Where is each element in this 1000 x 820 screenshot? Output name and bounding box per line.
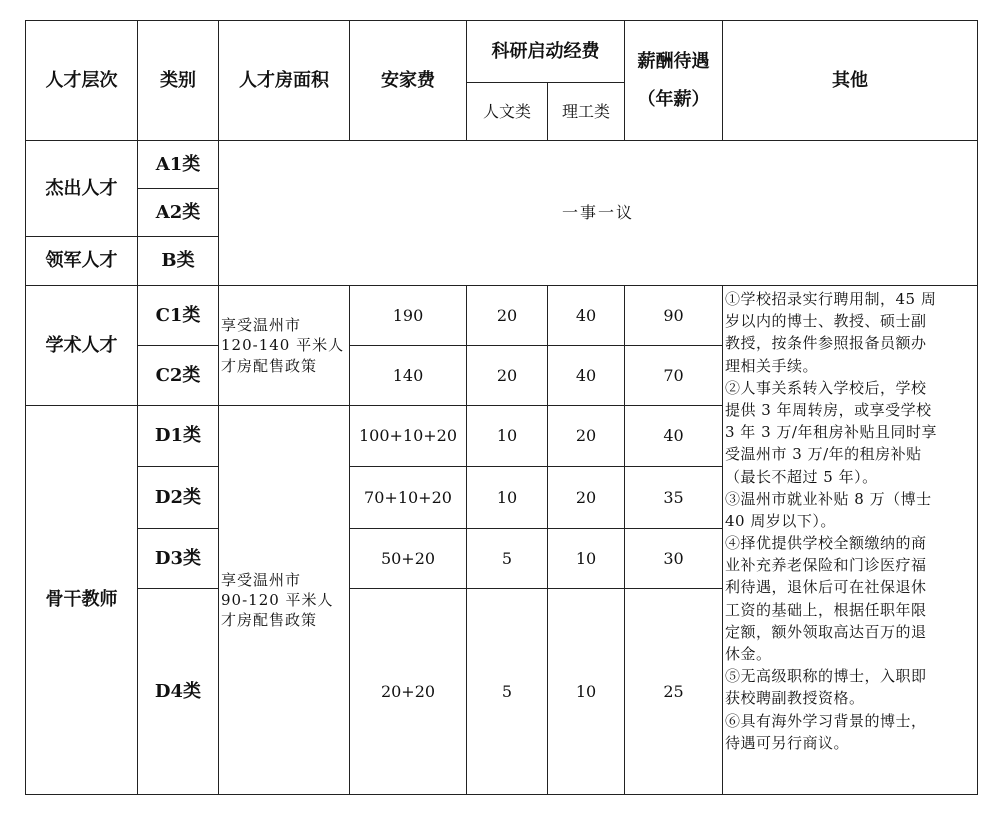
humanities-c2: 20: [467, 346, 548, 406]
salary-d1: 40: [625, 406, 723, 467]
science-d3: 10: [548, 529, 625, 589]
category-c2: C2类: [138, 346, 219, 406]
housing-c-line: 120-140 平米人: [221, 336, 345, 355]
note-line: 利待遇，退休后可在社保退休: [725, 578, 927, 597]
humanities-d3: 5: [467, 529, 548, 589]
header-category: 类别: [138, 21, 219, 141]
header-science-eng: 理工类: [548, 83, 625, 141]
science-d1: 20: [548, 406, 625, 467]
science-d4: 10: [548, 589, 625, 795]
category-a2: A2类: [138, 189, 219, 237]
note-line: 岁以内的博士、教授、硕士副: [725, 312, 927, 331]
category-d1: D1类: [138, 406, 219, 467]
housing-d-line: 90-120 平米人: [221, 590, 334, 609]
note-line: 工资的基础上，根据任职年限: [725, 600, 927, 619]
header-salary: [625, 21, 723, 141]
note-line: 理相关手续。: [725, 356, 819, 375]
level-academic: 学术人才: [26, 286, 138, 406]
header-settlement: 安家费: [350, 21, 467, 141]
housing-d-line: 才房配售政策: [221, 611, 318, 630]
housing-d-line: 享受温州市: [221, 570, 302, 589]
settlement-d3: 50+20: [350, 529, 467, 589]
header-humanities: 人文类: [467, 83, 548, 141]
note-line: ⑥具有海外学习背景的博士，: [725, 711, 927, 730]
salary-c2: 70: [625, 346, 723, 406]
settlement-d2: 70+10+20: [350, 467, 467, 529]
settlement-d1: 100+10+20: [350, 406, 467, 467]
science-c2: 40: [548, 346, 625, 406]
header-salary-line2: （年薪）: [637, 88, 710, 110]
science-c1: 40: [548, 286, 625, 346]
humanities-d1: 10: [467, 406, 548, 467]
housing-d-group: [219, 406, 350, 795]
category-d4: D4类: [138, 589, 219, 795]
header-salary-line1: 薪酬待遇: [637, 50, 710, 72]
note-line: ④择优提供学校全额缴纳的商: [725, 534, 927, 553]
note-line: （最长不超过 5 年）。: [725, 467, 878, 486]
salary-d3: 30: [625, 529, 723, 589]
note-line: 待遇可另行商议。: [725, 733, 850, 752]
category-b: B类: [138, 237, 219, 286]
housing-c-line: 才房配售政策: [221, 356, 318, 375]
salary-c1: 90: [625, 286, 723, 346]
salary-d2: 35: [625, 467, 723, 529]
note-line: ①学校招录实行聘用制，45 周: [725, 290, 937, 308]
humanities-d4: 5: [467, 589, 548, 795]
housing-c-line: 享受温州市: [221, 316, 302, 335]
settlement-c1: 190: [350, 286, 467, 346]
negotiable-cell: 一事一议: [219, 141, 978, 286]
note-line: 受温州市 3 万/年的租房补贴: [725, 445, 922, 464]
note-line: 提供 3 年周转房，或享受学校: [725, 400, 932, 419]
note-line: 教授，按条件参照报备员额办: [725, 334, 927, 353]
note-line: 获校聘副教授资格。: [725, 689, 865, 708]
settlement-d4: 20+20: [350, 589, 467, 795]
salary-d4: 25: [625, 589, 723, 795]
humanities-c1: 20: [467, 286, 548, 346]
level-leading: 领军人才: [26, 237, 138, 286]
category-a1: A1类: [138, 141, 219, 189]
settlement-c2: 140: [350, 346, 467, 406]
header-level: 人才层次: [26, 21, 138, 141]
housing-c-group: [219, 286, 350, 406]
note-line: ②人事关系转入学校后，学校: [725, 378, 927, 397]
header-other: 其他: [723, 21, 978, 141]
header-research-funds: 科研启动经费: [467, 21, 625, 83]
category-d2: D2类: [138, 467, 219, 529]
science-d2: 20: [548, 467, 625, 529]
level-outstanding: 杰出人才: [26, 141, 138, 237]
note-line: 3 年 3 万/年租房补贴且同时享: [725, 423, 937, 442]
note-line: 业补充养老保险和门诊医疗福: [725, 556, 927, 575]
category-c1: C1类: [138, 286, 219, 346]
note-line: 休金。: [725, 645, 772, 663]
talent-benefits-table: [25, 20, 978, 795]
note-line: ⑤无高级职称的博士，入职即: [725, 667, 927, 686]
humanities-d2: 10: [467, 467, 548, 529]
category-d3: D3类: [138, 529, 219, 589]
other-notes: [723, 286, 978, 795]
note-line: 定额，额外领取高达百万的退: [725, 622, 927, 641]
note-line: 40 周岁以下）。: [725, 511, 836, 530]
level-backbone: 骨干教师: [26, 406, 138, 795]
header-housing-area: 人才房面积: [219, 21, 350, 141]
note-line: ③温州市就业补贴 8 万（博士: [725, 489, 932, 508]
